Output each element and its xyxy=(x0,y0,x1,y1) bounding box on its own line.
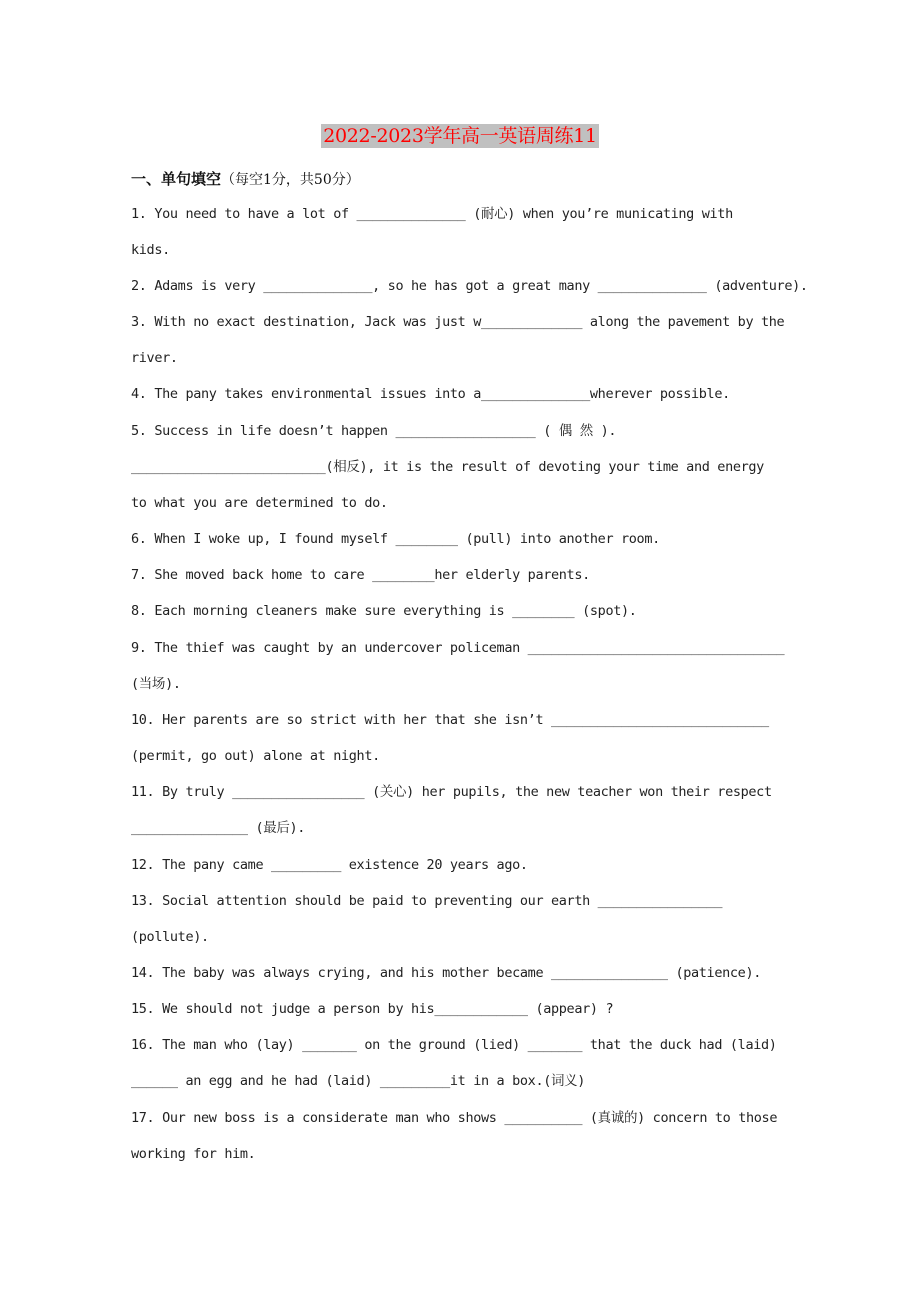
question-line: 13. Social attention should be paid to preventing our earth ________________ xyxy=(131,893,723,909)
question-line: _______________ (最后). xyxy=(131,820,306,836)
page-title: 2022-2023学年高一英语周练11 xyxy=(323,125,597,147)
question-line: ______ an egg and he had (laid) _________it in a box.(词义) xyxy=(131,1073,586,1089)
question-line: (当场). xyxy=(131,676,181,692)
section-heading xyxy=(131,168,360,189)
question-line: _________________________(相反), it is the result of devoting your time and energy xyxy=(131,459,764,475)
question-line: 2. Adams is very ______________, so he has got a great many ______________ (adventure). xyxy=(131,278,808,294)
question-line: 8. Each morning cleaners make sure everything is ________ (spot). xyxy=(131,603,637,619)
question-line: 12. The pany came _________ existence 20 years ago. xyxy=(131,857,528,873)
section-note: （每空1分，共50分） xyxy=(221,172,360,188)
question-line: 5. Success in life doesn’t happen __________________ ( 偶 然 ). xyxy=(131,423,617,439)
question-line: 3. With no exact destination, Jack was just w_____________ along the pavement by the xyxy=(131,314,785,330)
title-container xyxy=(0,124,920,148)
question-line: 1. You need to have a lot of ______________ (耐心) when you’re municating with xyxy=(131,206,733,222)
question-line: (permit, go out) alone at night. xyxy=(131,748,380,764)
question-line: 11. By truly _________________ (关心) her pupils, the new teacher won their respect xyxy=(131,784,772,800)
question-line: 7. She moved back home to care ________her elderly parents. xyxy=(131,567,590,583)
question-line: 14. The baby was always crying, and his mother became _______________ (patience). xyxy=(131,965,761,981)
question-line: (pollute). xyxy=(131,929,209,945)
question-line: working for him. xyxy=(131,1146,256,1162)
question-line: to what you are determined to do. xyxy=(131,495,388,511)
question-line: 16. The man who (lay) _______ on the ground (lied) _______ that the duck had (laid) xyxy=(131,1037,777,1053)
question-line: kids. xyxy=(131,242,170,258)
section-title: 一、单句填空 xyxy=(131,170,222,188)
question-line: 15. We should not judge a person by his____________ (appear) ? xyxy=(131,1001,614,1017)
question-line: 17. Our new boss is a considerate man who shows __________ (真诚的) concern to those xyxy=(131,1110,778,1126)
question-line: 4. The pany takes environmental issues into a______________wherever possible. xyxy=(131,386,730,402)
question-line: river. xyxy=(131,350,178,366)
question-line: 10. Her parents are so strict with her that she isn’t ____________________________ xyxy=(131,712,769,728)
question-line: 6. When I woke up, I found myself ________ (pull) into another room. xyxy=(131,531,660,547)
question-line: 9. The thief was caught by an undercover policeman _________________________________ xyxy=(131,640,785,656)
